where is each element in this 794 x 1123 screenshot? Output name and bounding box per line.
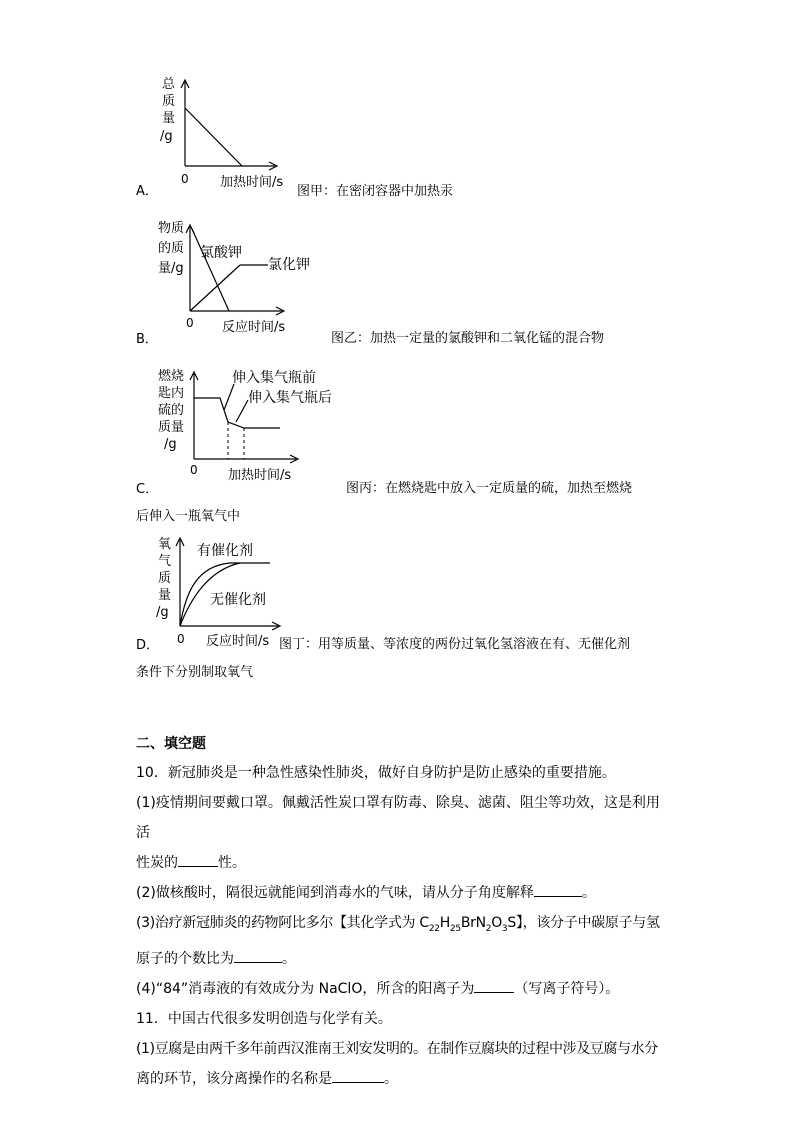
graph-c-pointer-2	[236, 400, 248, 422]
graph-a-ylabel-4: /g	[160, 129, 173, 144]
option-d-caption-cont: 条件下分别制取氧气	[136, 665, 254, 680]
q10-part2-text: (2)做核酸时，隔很远就能闻到消毒水的气味，请从分子角度解释	[136, 885, 534, 901]
q10-stem: 10．新冠肺炎是一种急性感染性肺炎，做好自身防护是防止感染的重要措施。	[136, 765, 616, 781]
q10-block	[136, 758, 666, 1094]
option-a-caption: 图甲：在密闭容器中加热汞	[297, 184, 454, 199]
graph-d-origin: 0	[177, 632, 185, 646]
q10-part4-blank[interactable]	[474, 978, 514, 993]
graph-c-ylabel-5: /g	[164, 437, 177, 452]
option-d-caption: 图丁：用等质量、等浓度的两份过氧化氢溶液在有、无催化剂	[279, 637, 631, 652]
q10-formula-h: H	[439, 915, 450, 931]
graph-d-series2: 无催化剂	[210, 592, 266, 608]
q10-part4-text: (4)“84”消毒液的有效成分为 NaClO，所含的阳离子为	[136, 980, 475, 997]
graph-b-series1: 氯酸钾	[200, 245, 242, 261]
graph-c-xlabel: 加热时间/s	[228, 468, 292, 483]
option-d-letter: D．	[136, 638, 160, 653]
q10-part4	[136, 974, 666, 1004]
q10-formula-o-sub: 3	[501, 923, 508, 934]
graph-d-xlabel: 反应时间/s	[206, 634, 270, 649]
graph-c-ylabel-2: 匙内	[158, 386, 185, 401]
graph-d	[150, 530, 300, 655]
graph-d-ylabel-1: 氧	[158, 537, 172, 552]
q11-part1-end: 。	[384, 1070, 398, 1087]
q10-part1-end: 性。	[218, 855, 246, 871]
graph-a-xlabel: 加热时间/s	[220, 175, 284, 190]
graph-a-ylabel-1: 总	[162, 77, 176, 92]
graph-c-origin: 0	[190, 463, 198, 477]
option-c-letter: C．	[136, 482, 159, 497]
q10-part3-text2: 原子的个数比为	[136, 950, 234, 967]
graph-b	[150, 215, 350, 340]
graph-d-ylabel-3: 质	[158, 571, 172, 586]
graph-a-mass-line	[185, 108, 242, 166]
graph-b-kclo3-line	[192, 229, 229, 311]
graph-c	[150, 362, 350, 487]
option-c-caption: 图丙：在燃烧匙中放入一定质量的硫，加热至燃烧	[346, 481, 633, 496]
q11-stem: 11．中国古代很多发明创造与化学有关。	[136, 1010, 392, 1027]
q10-formula-c-sub: 22	[428, 923, 440, 934]
q10-part3-end: 。	[282, 950, 296, 967]
option-b-caption: 图乙：加热一定量的氯酸钾和二氧化锰的混合物	[331, 331, 605, 346]
q11-part1-line2	[136, 1064, 666, 1094]
graph-c-ylabel-1: 燃烧	[158, 369, 185, 384]
graph-d-ylabel-2: 气	[158, 554, 172, 569]
q10-part1-blank[interactable]	[178, 852, 218, 867]
q10-part3-line1	[136, 908, 666, 944]
q10-part4-end: （写离子符号）。	[514, 980, 620, 997]
graph-d-ylabel-4: 量	[158, 588, 172, 603]
q10-formula-h-sub: 25	[449, 923, 461, 934]
graph-d-ylabel-5: /g	[156, 605, 169, 620]
graph-a-ylabel-3: 量	[162, 111, 176, 126]
graph-d-series1: 有催化剂	[197, 543, 253, 559]
graph-b-series2: 氯化钾	[268, 257, 310, 273]
graph-b-ylabel-1: 物质	[158, 221, 185, 236]
graph-c-ylabel-4: 质量	[158, 420, 185, 435]
graph-c-ylabel-3: 硫的	[158, 403, 185, 418]
q10-part1-line2	[136, 848, 666, 878]
q11-part1-text: 离的环节，该分离操作的名称是	[136, 1070, 332, 1087]
graph-c-note2: 伸入集气瓶后	[248, 390, 332, 406]
q10-formula-o: O	[491, 915, 502, 931]
section-title: 二、填空题	[136, 736, 206, 752]
q11-part1-line1: (1)豆腐是由两千多年前西汉淮南王刘安发明的。在制作豆腐块的过程中涉及豆腐与水分	[136, 1040, 658, 1057]
q10-part2-blank[interactable]	[534, 882, 582, 897]
graph-b-xlabel: 反应时间/s	[222, 320, 286, 335]
option-a-letter: A．	[136, 184, 158, 199]
q11-part1-blank[interactable]	[332, 1068, 384, 1083]
graph-b-origin: 0	[186, 316, 194, 330]
graph-b-ylabel-3: 量/g	[158, 261, 184, 276]
option-b-letter: B．	[136, 332, 158, 347]
q10-formula-brn: BrN	[460, 915, 486, 931]
graph-a-origin: 0	[181, 172, 189, 186]
graph-a	[150, 72, 310, 197]
q10-part3-text: (3)治疗新冠肺炎的药物阿比多尔【其化学式为 C	[136, 915, 429, 931]
q10-part3-line2	[136, 944, 666, 974]
q10-part1-text: 性炭的	[136, 855, 178, 871]
graph-c-pointer-1	[224, 384, 234, 410]
q10-part2-end: 。	[581, 885, 596, 901]
q10-part3-blank[interactable]	[234, 948, 282, 963]
q10-part3-text-end: S】，该分子中碳原子与氢	[507, 915, 660, 931]
graph-b-kcl-line	[190, 265, 240, 311]
q10-formula-n-sub: 2	[485, 923, 492, 934]
option-c-caption-cont: 后伸入一瓶氧气中	[136, 509, 241, 524]
q10-part1-line1: (1)疫情期间要戴口罩。佩戴活性炭口罩有防毒、除臭、滤菌、阻尘等功效，这是利用活	[136, 795, 660, 841]
graph-b-ylabel-2: 的质	[158, 241, 185, 256]
graph-a-ylabel-2: 质	[162, 94, 176, 109]
graph-c-note1: 伸入集气瓶前	[232, 370, 316, 386]
q10-part2	[136, 878, 666, 908]
